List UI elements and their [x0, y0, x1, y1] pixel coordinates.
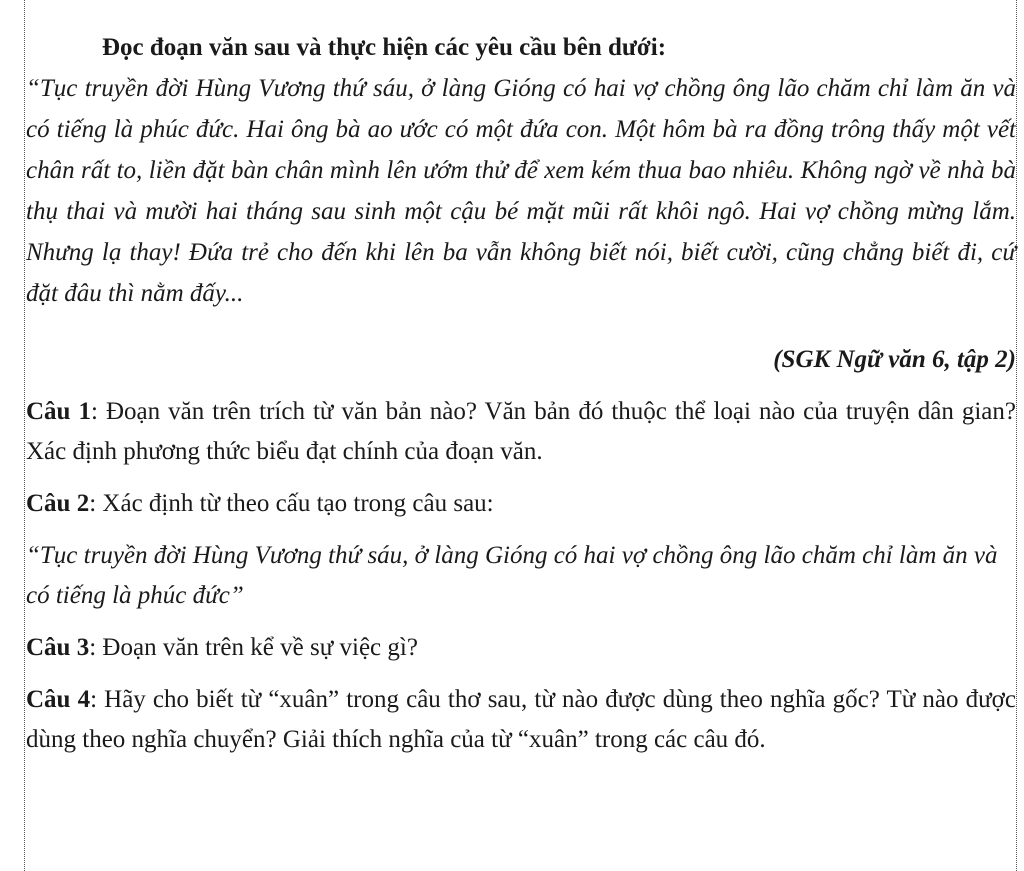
question-3-label: Câu 3: [26, 634, 90, 661]
right-margin-guide: [1016, 0, 1017, 871]
source-citation: (SGK Ngữ văn 6, tập 2): [773, 346, 1016, 373]
question-3: [26, 628, 1016, 668]
question-2: [26, 484, 1016, 524]
question-2-text: : Xác định từ theo cấu tạo trong câu sau:: [89, 490, 494, 517]
question-1: [26, 392, 1016, 472]
question-2-label: Câu 2: [26, 490, 90, 517]
question-1-text: : Đoạn văn trên trích từ văn bản nào? Văn bản đó thuộc thể loại nào của truyện dân gian? Xác định phương thức biểu đạt chính của đoạn văn.: [26, 398, 1016, 465]
document-content: [26, 28, 1016, 760]
reading-passage: “Tục truyền đời Hùng Vương thứ sáu, ở làng Gióng có hai vợ chồng ông lão chăm chỉ làm ăn và có tiếng là phúc đức. Hai ông bà ao ước có một đứa con. Một hôm bà ra đồng trông thấy một vết chân rất to, liền đặt bàn chân mình lên ướm thử để xem kém thua bao nhiêu. Không ngờ về nhà bà thụ thai và mười hai tháng sau sinh một cậu bé mặt mũi rất khôi ngô. Hai vợ chồng mừng lắm. Nhưng lạ thay! Đứa trẻ cho đến khi lên ba vẫn không biết nói, biết cười, cũng chẳng biết đi, cứ đặt đâu thì nằm đấy...: [26, 75, 1016, 307]
instruction-heading: Đọc đoạn văn sau và thực hiện các yêu cầu bên dưới:: [102, 34, 667, 61]
question-1-label: Câu 1: [26, 398, 91, 425]
question-4-label: Câu 4: [26, 686, 91, 713]
left-margin-guide: [24, 0, 25, 871]
question-4-text: : Hãy cho biết từ “xuân” trong câu thơ sau, từ nào được dùng theo nghĩa gốc? Từ nào được dùng theo nghĩa chuyển? Giải thích nghĩa của từ “xuân” trong các câu đó.: [26, 686, 1016, 753]
quoted-sentence: “Tục truyền đời Hùng Vương thứ sáu, ở làng Gióng có hai vợ chồng ông lão chăm chỉ làm ăn và có tiếng là phúc đức”: [26, 542, 998, 609]
question-4: [26, 680, 1016, 760]
question-3-text: : Đoạn văn trên kể về sự việc gì?: [89, 634, 418, 661]
